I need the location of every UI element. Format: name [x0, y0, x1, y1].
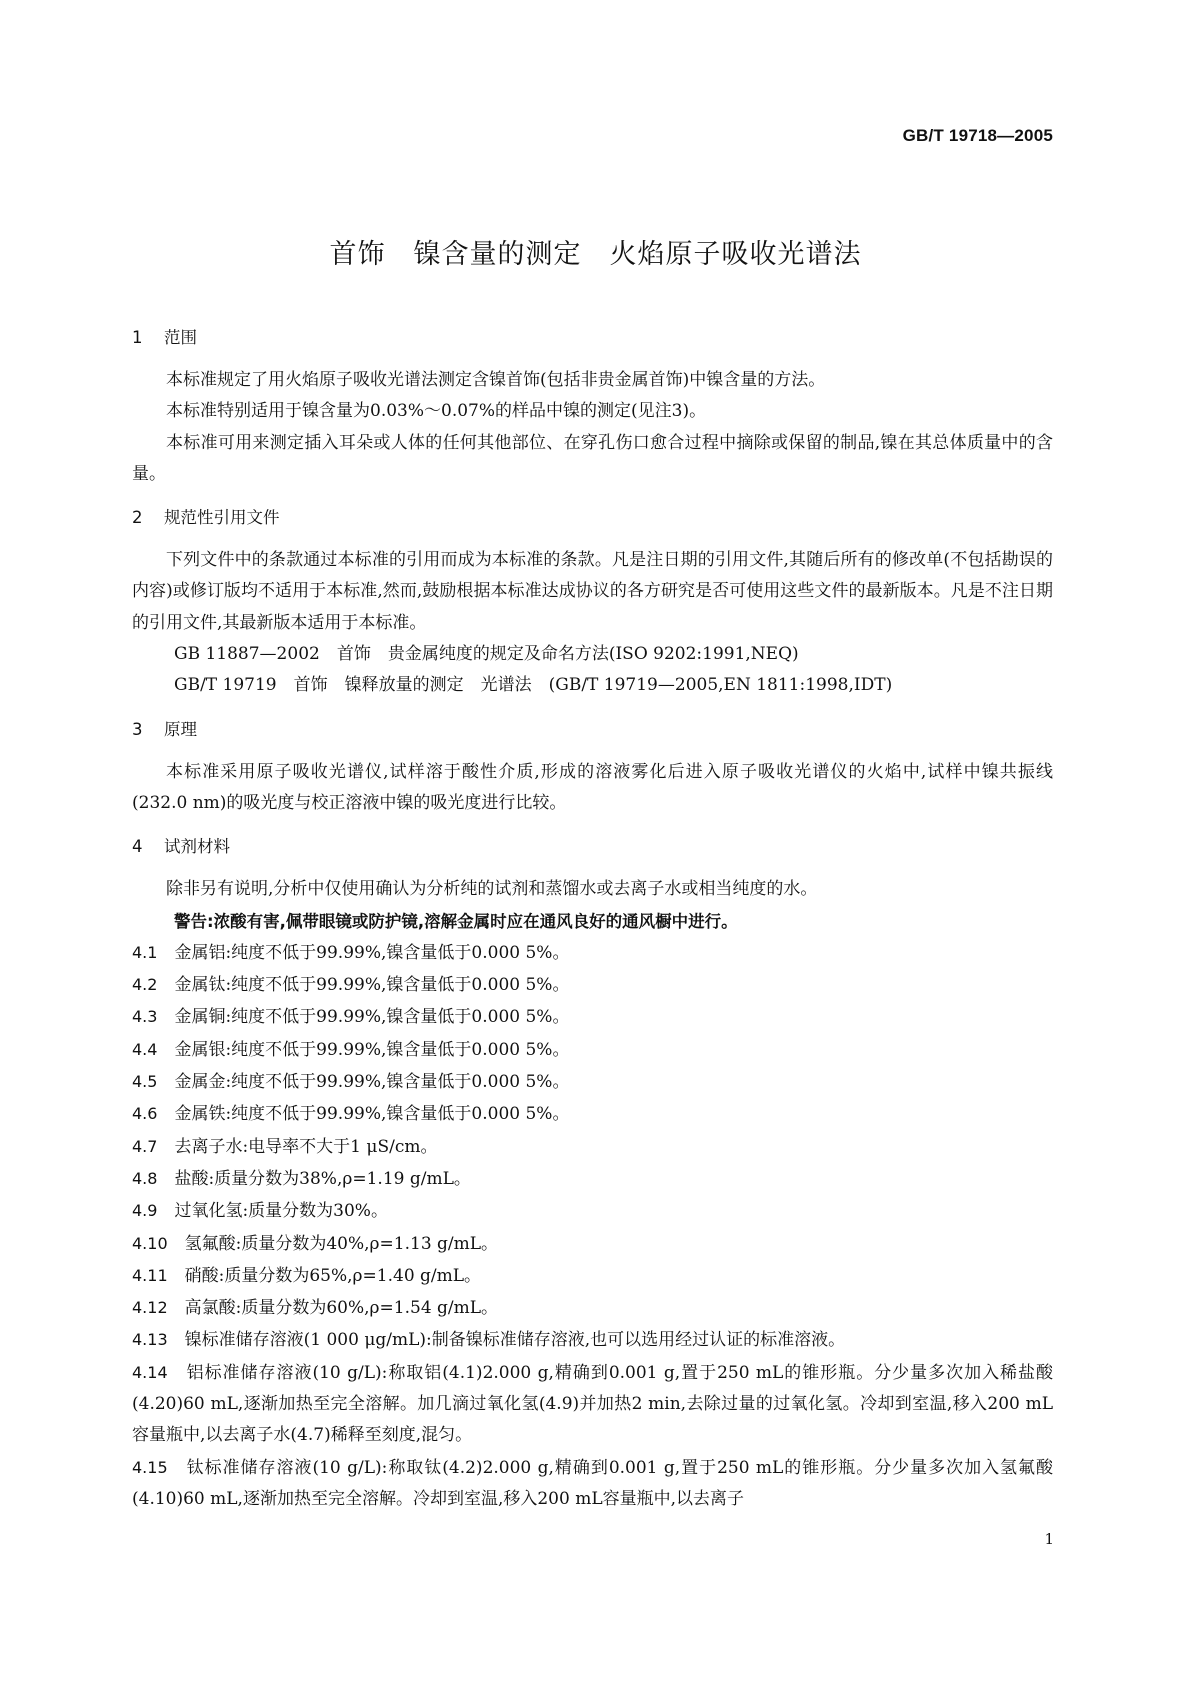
paragraph: 本标准规定了用火焰原子吸收光谱法测定含镍首饰(包括非贵金属首饰)中镍含量的方法。 [166, 370, 826, 390]
section-heading-2: 2 规范性引用文件 [132, 508, 280, 528]
paragraph: 下列文件中的条款通过本标准的引用而成为本标准的条款。凡是注日期的引用文件,其随后所有的修改单(不包括勘误的内容)或修订版均不适用于本标准,然而,鼓励根据本标准达成协议的各方研究是否可使用这些文件的最新版本。凡是不注日期的引用文件,其最新版本适用于本标准。 [132, 550, 1053, 633]
reference-item: GB/T 19719 首饰 镍释放量的测定 光谱法 (GB/T 19719—2005,EN 1811:1998,IDT) [174, 675, 893, 696]
list-item: 4.1 金属铝:纯度不低于99.99%,镍含量低于0.000 5%。 [132, 942, 570, 963]
document-body [132, 322, 1053, 1515]
paragraph: 本标准采用原子吸收光谱仪,试样溶于酸性介质,形成的溶液雾化后进入原子吸收光谱仪的火焰中,试样中镍共振线(232.0 nm)的吸光度与校正溶液中镍的吸光度进行比较。 [132, 761, 1053, 813]
list-item: 4.10 氢氟酸:质量分数为40%,ρ=1.13 g/mL。 [132, 1233, 499, 1254]
document-title: 首饰 镍含量的测定 火焰原子吸收光谱法 [329, 239, 862, 270]
list-item: 4.13 镍标准储存溶液(1 000 μg/mL):制备镍标准储存溶液,也可以选用经过认证的标准溶液。 [132, 1330, 846, 1351]
page-number: 1 [1044, 1530, 1054, 1548]
paragraph: 本标准特别适用于镍含量为0.03%～0.07%的样品中镍的测定(见注3)。 [166, 401, 707, 422]
paragraph: 本标准可用来测定插入耳朵或人体的任何其他部位、在穿孔伤口愈合过程中摘除或保留的制品,镍在其总体质量中的含量。 [132, 432, 1053, 484]
list-item: 4.12 高氯酸:质量分数为60%,ρ=1.54 g/mL。 [132, 1298, 499, 1319]
list-item: 4.15 钛标准储存溶液(10 g/L):称取钛(4.2)2.000 g,精确到0.001 g,置于250 mL的锥形瓶。分少量多次加入氢氟酸(4.10)60 mL,逐渐加热至完全溶解。冷却到室温,移入200 mL容量瓶中,以去离子 [132, 1457, 1054, 1509]
list-item: 4.7 去离子水:电导率不大于1 μS/cm。 [132, 1136, 438, 1157]
list-item: 4.11 硝酸:质量分数为65%,ρ=1.40 g/mL。 [132, 1265, 482, 1286]
list-item: 4.4 金属银:纯度不低于99.99%,镍含量低于0.000 5%。 [132, 1039, 570, 1060]
warning-note: 警告:浓酸有害,佩带眼镜或防护镜,溶解金属时应在通风良好的通风橱中进行。 [174, 911, 738, 931]
section-heading-3: 3 原理 [132, 719, 197, 739]
paragraph: 除非另有说明,分析中仅使用确认为分析纯的试剂和蒸馏水或去离子水或相当纯度的水。 [166, 879, 818, 900]
section-heading-4: 4 试剂材料 [132, 837, 230, 857]
list-item: 4.9 过氧化氢:质量分数为30%。 [132, 1201, 388, 1222]
list-item: 4.5 金属金:纯度不低于99.99%,镍含量低于0.000 5%。 [132, 1072, 570, 1093]
list-item: 4.6 金属铁:纯度不低于99.99%,镍含量低于0.000 5%。 [132, 1104, 570, 1125]
standard-number: GB/T 19718—2005 [902, 126, 1053, 145]
section-heading-1: 1 范围 [132, 328, 197, 347]
reference-item: GB 11887—2002 首饰 贵金属纯度的规定及命名方法(ISO 9202:1991,NEQ) [174, 644, 799, 665]
list-item: 4.2 金属钛:纯度不低于99.99%,镍含量低于0.000 5%。 [132, 975, 570, 996]
list-item: 4.3 金属铜:纯度不低于99.99%,镍含量低于0.000 5%。 [132, 1007, 570, 1028]
list-item: 4.8 盐酸:质量分数为38%,ρ=1.19 g/mL。 [132, 1168, 471, 1189]
list-item: 4.14 铝标准储存溶液(10 g/L):称取铝(4.1)2.000 g,精确到0.001 g,置于250 mL的锥形瓶。分少量多次加入稀盐酸(4.20)60 mL,逐渐加热至完全溶解。加几滴过氧化氢(4.9)并加热2 min,去除过量的过氧化氢。冷却到室温,移入200 mL容量瓶中,以去离子水(4.7)稀释至刻度,混匀。 [132, 1362, 1054, 1446]
